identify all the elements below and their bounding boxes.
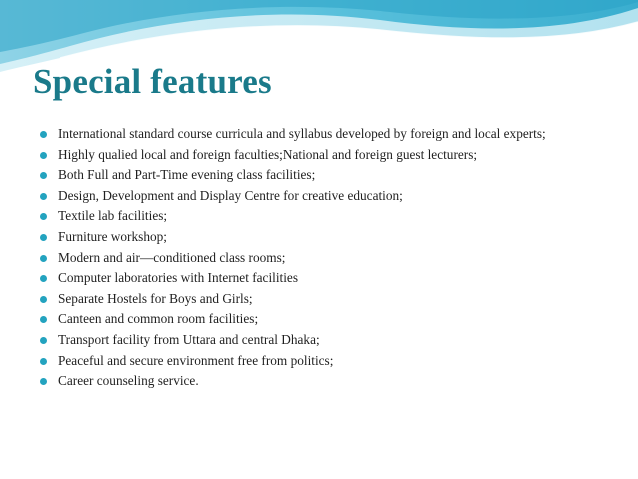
list-item-text: Both Full and Part-Time evening class facilities;	[58, 167, 316, 183]
round-bullet-icon	[40, 378, 47, 385]
list-item-text: Design, Development and Display Centre for creative education;	[58, 187, 403, 203]
list-item-text: Textile lab facilities;	[58, 208, 168, 224]
round-bullet-icon	[40, 337, 47, 344]
list-item-text: Highly qualied local and foreign faculties;National and foreign guest lecturers;	[58, 146, 478, 162]
list-item	[40, 227, 630, 248]
list-item-text: Modern and air—conditioned class rooms;	[58, 249, 286, 265]
round-bullet-icon	[40, 131, 47, 138]
round-bullet-icon	[40, 193, 47, 200]
round-bullet-icon	[40, 172, 47, 179]
round-bullet-icon	[40, 316, 47, 323]
round-bullet-icon	[40, 255, 47, 262]
round-bullet-icon	[40, 358, 47, 365]
round-bullet-icon	[40, 275, 47, 282]
list-item	[40, 330, 630, 351]
round-bullet-icon	[40, 296, 47, 303]
list-item	[40, 165, 630, 186]
round-bullet-icon	[40, 234, 47, 241]
list-item	[40, 268, 630, 289]
list-item	[40, 124, 630, 145]
list-item-text: Computer laboratories with Internet facilities	[58, 270, 299, 286]
list-item-text: Career counseling service.	[58, 373, 199, 389]
list-item	[40, 371, 630, 392]
features-list	[40, 124, 630, 392]
list-item-text: Furniture workshop;	[58, 228, 167, 244]
list-item	[40, 206, 630, 227]
list-item	[40, 248, 630, 269]
slide-title: Special features	[33, 62, 272, 101]
list-item	[40, 186, 630, 207]
list-item-text: Canteen and common room facilities;	[58, 311, 259, 327]
list-item-text: Separate Hostels for Boys and Girls;	[58, 290, 253, 306]
list-item	[40, 145, 630, 166]
list-item	[40, 289, 630, 310]
round-bullet-icon	[40, 152, 47, 159]
list-item-text: International standard course curricula and syllabus developed by foreign and local experts;	[58, 126, 546, 141]
list-item-text: Peaceful and secure environment free from politics;	[58, 352, 334, 368]
list-item-text: Transport facility from Uttara and central Dhaka;	[58, 331, 320, 347]
round-bullet-icon	[40, 213, 47, 220]
list-item	[40, 351, 630, 372]
list-item	[40, 309, 630, 330]
